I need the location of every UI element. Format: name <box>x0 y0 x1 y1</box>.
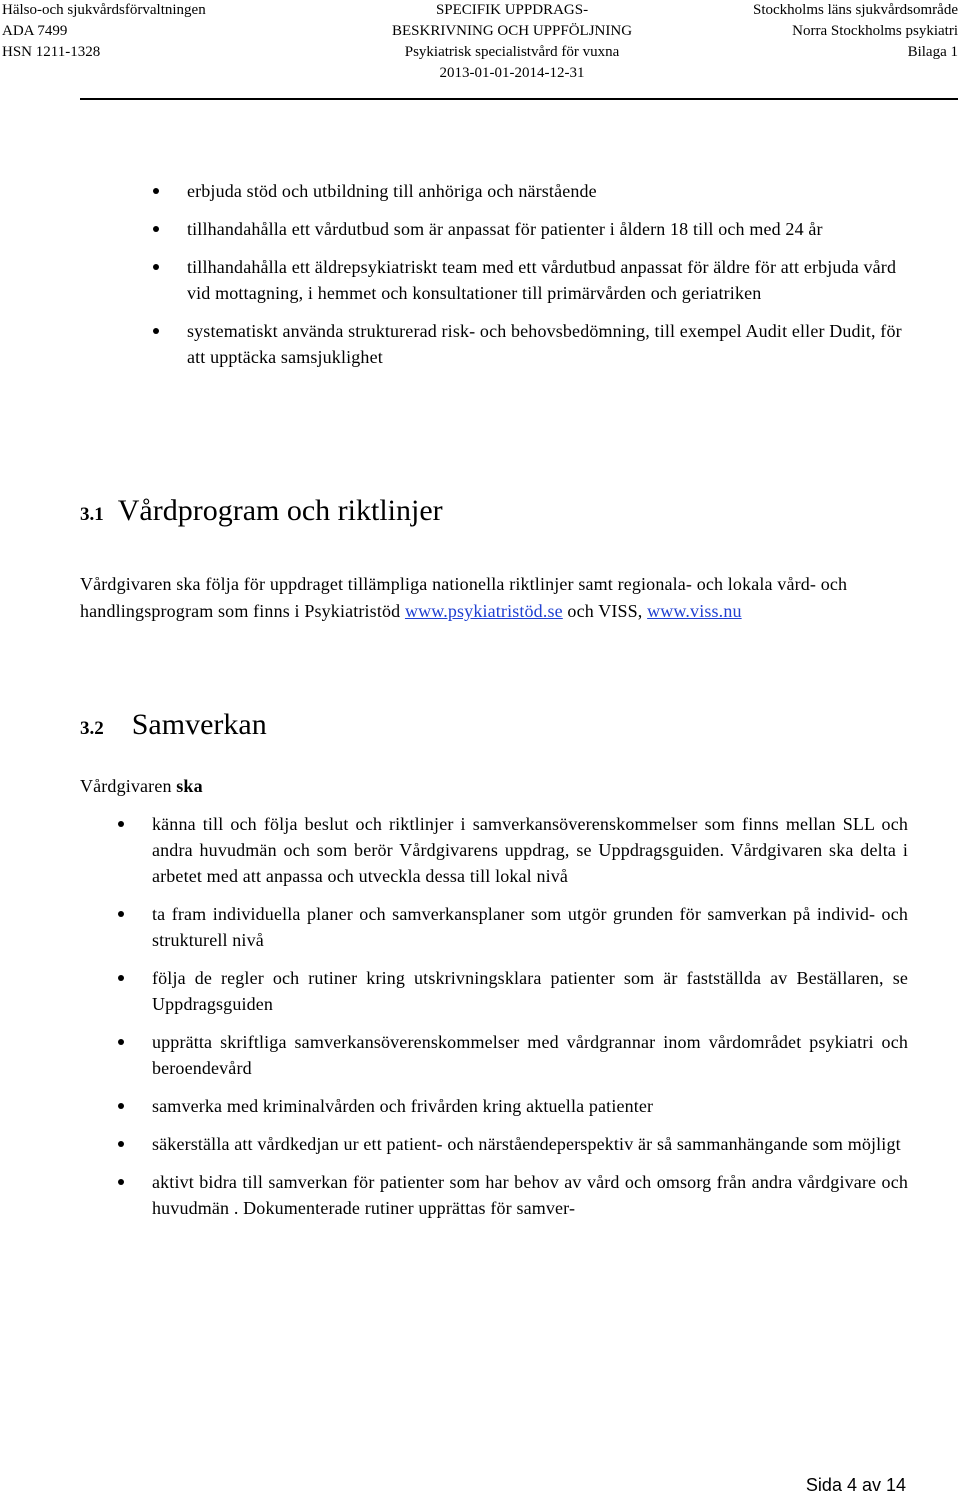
bullet-icon <box>153 264 159 270</box>
bullet-icon <box>118 1039 124 1045</box>
bullet-icon <box>153 328 159 334</box>
header-right <box>753 0 958 63</box>
list-item: samverka med kriminalvården och frivården kring aktuella patienter <box>152 1093 908 1119</box>
intro-emphasis: ska <box>176 776 203 796</box>
header-doc-title-2: BESKRIVNING OCH UPPFÖLJNING <box>392 23 633 39</box>
header-doc-subtitle: Psykiatrisk specialistvård för vuxna <box>404 44 620 60</box>
section-heading-3-1 <box>80 494 443 528</box>
viss-link[interactable]: www.viss.nu <box>647 601 742 621</box>
list-item: systematiskt använda strukturerad risk- och behovsbedömning, till exempel Audit eller Dudit, för att upptäcka samsjuklighet <box>187 318 905 370</box>
list-item: känna till och följa beslut och riktlinjer i samverkansöverenskommelser som finns mellan SLL och andra huvudmän och som berör Vårdgivarens uppdrag, se Uppdragsguiden. Vårdgivaren ska delta i arbetet med att anpassa och utveckla dessa till lokal nivå <box>152 811 908 889</box>
section-3-2-intro: Vårdgivaren ska <box>80 776 203 796</box>
header-divider <box>80 98 958 100</box>
bullet-icon <box>153 188 159 194</box>
bullet-icon <box>118 1179 124 1185</box>
bullet-icon <box>118 821 124 827</box>
list-item: följa de regler och rutiner kring utskrivningsklara patienter som är fastställda av Beställaren, se Uppdragsguiden <box>152 965 908 1017</box>
section-title: Vårdprogram och riktlinjer <box>117 494 443 527</box>
header-hsn: HSN 1211-1328 <box>2 44 101 60</box>
bullet-list-intro <box>187 178 905 382</box>
list-item: tillhandahålla ett äldrepsykiatriskt team med ett vårdutbud anpassat för äldre för att erbjuda vård vid mottagning, i hemmet och konsultationer till primärvården och geriatriken <box>187 254 905 306</box>
header-period: 2013-01-01-2014-12-31 <box>439 65 585 81</box>
bullet-icon <box>153 226 159 232</box>
section-number: 3.1 <box>80 504 104 525</box>
section-title: Samverkan <box>131 708 267 741</box>
header-ada: ADA 7499 <box>2 23 68 39</box>
bullet-list-samverkan <box>152 811 908 1233</box>
section-3-1-paragraph: Vårdgivaren ska följa för uppdraget tillämpliga nationella riktlinjer samt regionala- och lokala vård- och handlingsprogram som finns i Psykiatristöd www.psykiatristöd.se och VISS, www.viss.nu <box>80 574 848 621</box>
list-item: säkerställa att vårdkedjan ur ett patient- och närståendeperspektiv är så sammanhängande som möjligt <box>152 1131 908 1157</box>
header-org: Hälso-och sjukvårdsförvaltningen <box>2 2 206 18</box>
bullet-icon <box>118 911 124 917</box>
header-appendix: Bilaga 1 <box>907 44 958 60</box>
section-heading-3-2 <box>80 708 267 742</box>
list-item: aktivt bidra till samverkan för patienter som har behov av vård och omsorg från andra vårdgivare och huvudmän . Dokumenterade rutiner upprättas för samver- <box>152 1169 908 1221</box>
bullet-icon <box>118 975 124 981</box>
list-item: ta fram individuella planer och samverkansplaner som utgör grunden för samverkan på individ- och strukturell nivå <box>152 901 908 953</box>
header-unit: Norra Stockholms psykiatri <box>792 23 958 39</box>
psykiatristod-link[interactable]: www.psykiatristöd.se <box>404 601 563 621</box>
header-doc-title-1: SPECIFIK UPPDRAGS- <box>435 2 589 18</box>
header-left <box>2 0 206 63</box>
list-item: upprätta skriftliga samverkansöverenskommelser med vårdgrannar inom vårdområdet psykiatri och beroendevård <box>152 1029 908 1081</box>
header-region: Stockholms läns sjukvårdsområde <box>753 2 958 18</box>
bullet-icon <box>118 1141 124 1147</box>
page-number: Sida 4 av 14 <box>805 1475 906 1495</box>
list-item: tillhandahålla ett vårdutbud som är anpassat för patienter i åldern 18 till och med 24 år <box>187 216 905 242</box>
header-center <box>392 0 632 84</box>
bullet-icon <box>118 1103 124 1109</box>
section-number: 3.2 <box>80 718 104 739</box>
list-item: erbjuda stöd och utbildning till anhöriga och närstående <box>187 178 905 204</box>
